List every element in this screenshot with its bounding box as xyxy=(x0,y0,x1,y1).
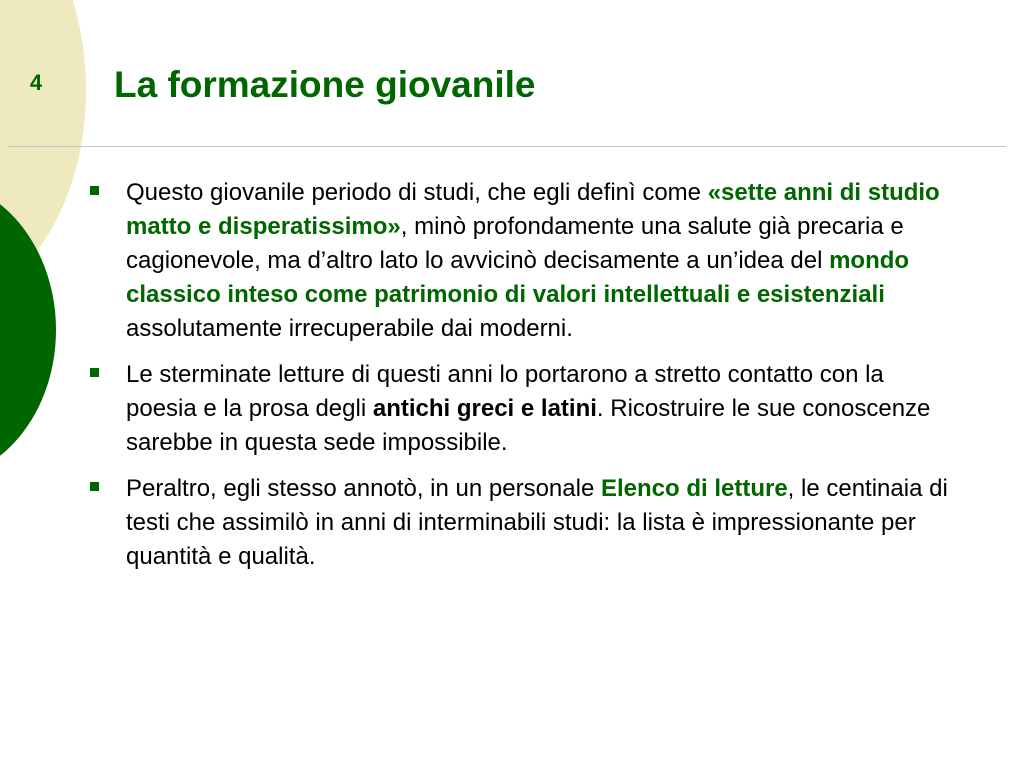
bullet-item xyxy=(86,176,956,346)
bullet-item xyxy=(86,472,956,574)
slide-title: La formazione giovanile xyxy=(114,64,536,105)
bullet-item xyxy=(86,358,956,460)
bullet-list xyxy=(86,176,956,586)
slide-number: 4 xyxy=(29,70,43,95)
square-bullet-icon xyxy=(90,482,99,491)
title-divider xyxy=(8,146,1006,147)
bullet-text: , le centinaia di testi che assimilò in anni di interminabili studi: la lista è impressionante per quantità e qualità. xyxy=(126,475,948,570)
bullet-text: Peraltro, egli stesso annotò, in un personale xyxy=(126,475,601,502)
bullet-text: . Ricostruire le sue conoscenze sarebbe in questa sede impossibile. xyxy=(126,395,931,456)
square-bullet-icon xyxy=(90,186,99,195)
bullet-highlight: «sette anni di studio matto e disperatissimo» xyxy=(126,179,940,240)
square-bullet-icon xyxy=(90,368,99,377)
bullet-highlight: mondo classico inteso come patrimonio di valori intellettuali e esistenziali xyxy=(126,247,910,308)
bullet-text: assolutamente irrecuperabile dai moderni. xyxy=(126,315,573,342)
bullet-text: , minò profondamente una salute già precaria e cagionevole, ma d’altro lato lo avvicinò decisamente a un’idea del xyxy=(126,213,904,274)
bullet-text: Le sterminate letture di questi anni lo portarono a stretto contatto con la poesia e la prosa degli xyxy=(126,361,884,422)
bullet-bold: antichi greci e latini xyxy=(372,395,597,422)
bullet-text: Questo giovanile periodo di studi, che egli definì come xyxy=(126,179,708,206)
bullet-highlight: Elenco di letture xyxy=(600,475,788,502)
